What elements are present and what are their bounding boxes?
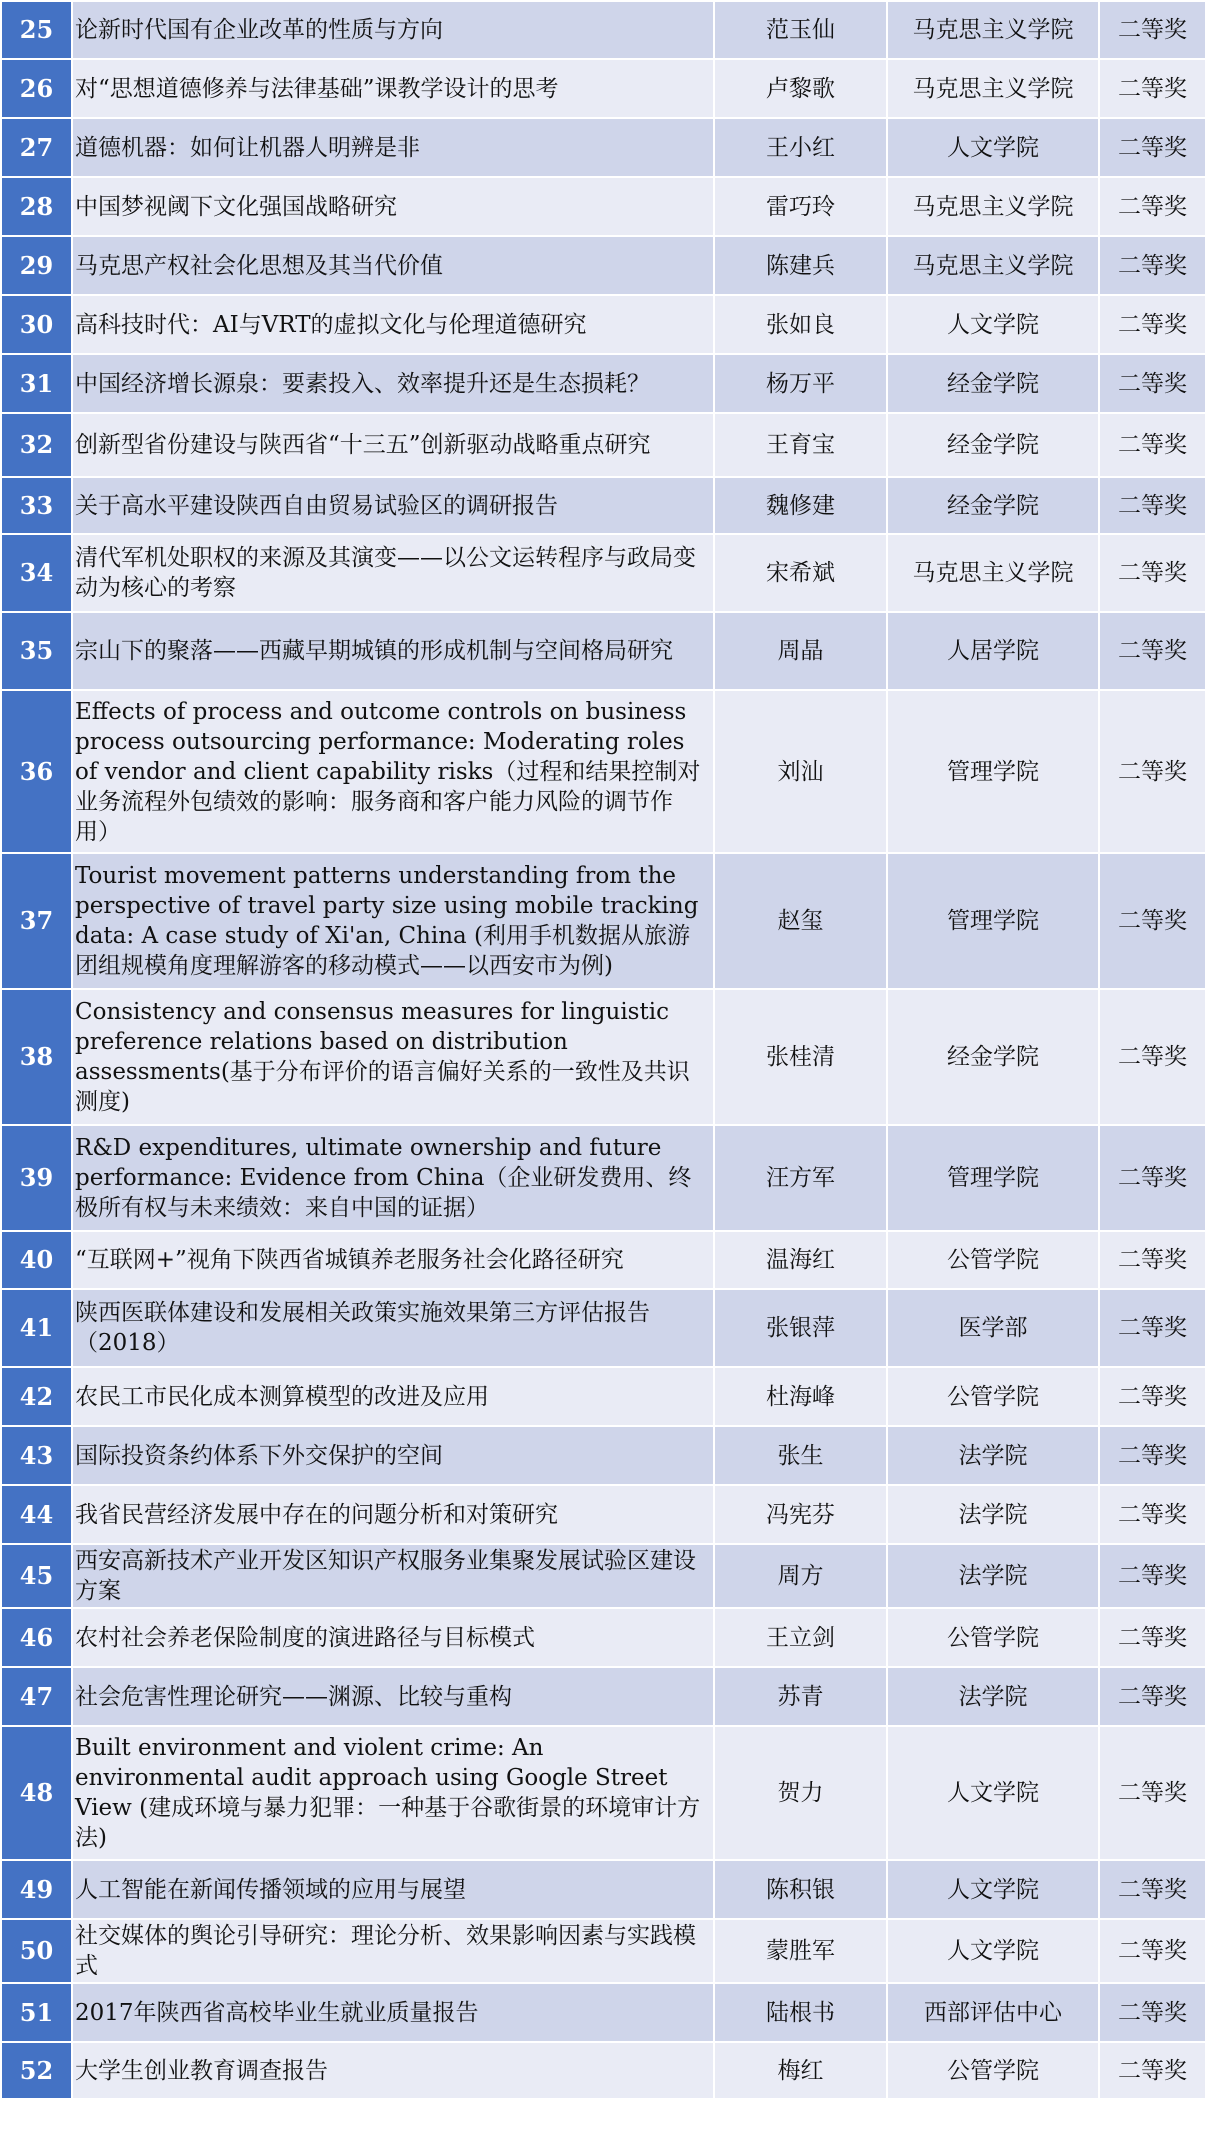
award-level: 二等奖 [1099, 690, 1205, 853]
department: 马克思主义学院 [887, 534, 1099, 612]
table-row [1, 177, 1205, 236]
row-number: 35 [1, 612, 72, 690]
row-number: 43 [1, 1426, 72, 1485]
paper-title: 2017年陕西省高校毕业生就业质量报告 [72, 1983, 714, 2042]
department: 经金学院 [887, 354, 1099, 413]
table-row [1, 477, 1205, 534]
paper-title: Built environment and violent crime: An environmental audit approach using Google Street View (建成环境与暴力犯罪：一种基于谷歌街景的环境审计方法) [72, 1726, 714, 1860]
table-row [1, 1667, 1205, 1726]
row-number: 38 [1, 989, 72, 1125]
author-name: 汪方军 [714, 1125, 887, 1231]
row-number: 25 [1, 1, 72, 59]
table-row [1, 1608, 1205, 1667]
award-level: 二等奖 [1099, 1983, 1205, 2042]
author-name: 魏修建 [714, 477, 887, 534]
author-name: 范玉仙 [714, 1, 887, 59]
department: 经金学院 [887, 989, 1099, 1125]
award-level: 二等奖 [1099, 1426, 1205, 1485]
award-level: 二等奖 [1099, 1860, 1205, 1919]
award-level: 二等奖 [1099, 118, 1205, 177]
award-level: 二等奖 [1099, 2042, 1205, 2099]
row-number: 40 [1, 1231, 72, 1289]
row-number: 32 [1, 413, 72, 477]
author-name: 温海红 [714, 1231, 887, 1289]
author-name: 刘汕 [714, 690, 887, 853]
paper-title: 人工智能在新闻传播领域的应用与展望 [72, 1860, 714, 1919]
row-number: 47 [1, 1667, 72, 1726]
department: 人文学院 [887, 1726, 1099, 1860]
row-number: 31 [1, 354, 72, 413]
department: 公管学院 [887, 2042, 1099, 2099]
author-name: 蒙胜军 [714, 1919, 887, 1983]
department: 管理学院 [887, 1125, 1099, 1231]
author-name: 贺力 [714, 1726, 887, 1860]
table-row [1, 1983, 1205, 2042]
department: 马克思主义学院 [887, 1, 1099, 59]
table-row [1, 534, 1205, 612]
department: 人文学院 [887, 1860, 1099, 1919]
department: 人居学院 [887, 612, 1099, 690]
author-name: 梅红 [714, 2042, 887, 2099]
table-row [1, 1367, 1205, 1426]
row-number: 48 [1, 1726, 72, 1860]
table-row [1, 295, 1205, 354]
paper-title: 农民工市民化成本测算模型的改进及应用 [72, 1367, 714, 1426]
table-row [1, 59, 1205, 118]
award-level: 二等奖 [1099, 612, 1205, 690]
row-number: 29 [1, 236, 72, 295]
award-level: 二等奖 [1099, 177, 1205, 236]
paper-title: 对“思想道德修养与法律基础”课教学设计的思考 [72, 59, 714, 118]
row-number: 49 [1, 1860, 72, 1919]
paper-title: 高科技时代：AI与VRT的虚拟文化与伦理道德研究 [72, 295, 714, 354]
paper-title: 清代军机处职权的来源及其演变——以公文运转程序与政局变动为核心的考察 [72, 534, 714, 612]
author-name: 王育宝 [714, 413, 887, 477]
table-row [1, 853, 1205, 989]
paper-title: Effects of process and outcome controls on business process outsourcing performance: Moderating roles of vendor and client capability risks（过程和结果控制对业务流程外包绩效的影响：服务商和客户能力风险的调节作用） [72, 690, 714, 853]
department: 经金学院 [887, 413, 1099, 477]
award-level: 二等奖 [1099, 413, 1205, 477]
table-row [1, 690, 1205, 853]
paper-title: 马克思产权社会化思想及其当代价值 [72, 236, 714, 295]
author-name: 赵玺 [714, 853, 887, 989]
paper-title: 社会危害性理论研究——渊源、比较与重构 [72, 1667, 714, 1726]
award-level: 二等奖 [1099, 1367, 1205, 1426]
award-level: 二等奖 [1099, 477, 1205, 534]
table-row [1, 1726, 1205, 1860]
author-name: 雷巧玲 [714, 177, 887, 236]
award-level: 二等奖 [1099, 59, 1205, 118]
author-name: 张生 [714, 1426, 887, 1485]
department: 管理学院 [887, 853, 1099, 989]
award-level: 二等奖 [1099, 1919, 1205, 1983]
author-name: 张如良 [714, 295, 887, 354]
author-name: 冯宪芬 [714, 1485, 887, 1544]
table-row [1, 1485, 1205, 1544]
department: 公管学院 [887, 1608, 1099, 1667]
paper-title: 我省民营经济发展中存在的问题分析和对策研究 [72, 1485, 714, 1544]
paper-title: 论新时代国有企业改革的性质与方向 [72, 1, 714, 59]
department: 西部评估中心 [887, 1983, 1099, 2042]
author-name: 张银萍 [714, 1289, 887, 1367]
department: 经金学院 [887, 477, 1099, 534]
table-row [1, 2042, 1205, 2099]
author-name: 杨万平 [714, 354, 887, 413]
paper-title: 陕西医联体建设和发展相关政策实施效果第三方评估报告（2018） [72, 1289, 714, 1367]
department: 管理学院 [887, 690, 1099, 853]
author-name: 杜海峰 [714, 1367, 887, 1426]
row-number: 51 [1, 1983, 72, 2042]
author-name: 陈积银 [714, 1860, 887, 1919]
paper-title: 中国经济增长源泉：要素投入、效率提升还是生态损耗？ [72, 354, 714, 413]
award-level: 二等奖 [1099, 1125, 1205, 1231]
paper-title: Consistency and consensus measures for linguistic preference relations based on distribution assessments(基于分布评价的语言偏好关系的一致性及共识测度) [72, 989, 714, 1125]
award-level: 二等奖 [1099, 1, 1205, 59]
award-level: 二等奖 [1099, 1608, 1205, 1667]
row-number: 37 [1, 853, 72, 989]
author-name: 王小红 [714, 118, 887, 177]
table-row [1, 1231, 1205, 1289]
row-number: 27 [1, 118, 72, 177]
author-name: 周晶 [714, 612, 887, 690]
award-level: 二等奖 [1099, 295, 1205, 354]
award-level: 二等奖 [1099, 853, 1205, 989]
table-row [1, 1544, 1205, 1608]
table-row [1, 118, 1205, 177]
row-number: 44 [1, 1485, 72, 1544]
award-level: 二等奖 [1099, 236, 1205, 295]
department: 法学院 [887, 1426, 1099, 1485]
paper-title: 宗山下的聚落——西藏早期城镇的形成机制与空间格局研究 [72, 612, 714, 690]
award-level: 二等奖 [1099, 1667, 1205, 1726]
row-number: 36 [1, 690, 72, 853]
table-row [1, 1919, 1205, 1983]
author-name: 宋希斌 [714, 534, 887, 612]
row-number: 50 [1, 1919, 72, 1983]
department: 法学院 [887, 1544, 1099, 1608]
row-number: 52 [1, 2042, 72, 2099]
table-row [1, 354, 1205, 413]
author-name: 王立剑 [714, 1608, 887, 1667]
row-number: 42 [1, 1367, 72, 1426]
table-row [1, 1289, 1205, 1367]
department: 公管学院 [887, 1231, 1099, 1289]
department: 马克思主义学院 [887, 177, 1099, 236]
paper-title: 国际投资条约体系下外交保护的空间 [72, 1426, 714, 1485]
department: 法学院 [887, 1667, 1099, 1726]
table-row [1, 1426, 1205, 1485]
author-name: 陆根书 [714, 1983, 887, 2042]
author-name: 周方 [714, 1544, 887, 1608]
row-number: 34 [1, 534, 72, 612]
department: 人文学院 [887, 118, 1099, 177]
paper-title: Tourist movement patterns understanding from the perspective of travel party size using mobile tracking data: A case study of Xi'an, China (利用手机数据从旅游团组规模角度理解游客的移动模式——以西安市为例) [72, 853, 714, 989]
award-level: 二等奖 [1099, 989, 1205, 1125]
author-name: 苏青 [714, 1667, 887, 1726]
paper-title: 大学生创业教育调查报告 [72, 2042, 714, 2099]
table-row [1, 1, 1205, 59]
paper-title: 西安高新技术产业开发区知识产权服务业集聚发展试验区建设方案 [72, 1544, 714, 1608]
table-row [1, 1860, 1205, 1919]
table-row [1, 413, 1205, 477]
row-number: 33 [1, 477, 72, 534]
paper-title: 道德机器：如何让机器人明辨是非 [72, 118, 714, 177]
award-level: 二等奖 [1099, 1289, 1205, 1367]
award-level: 二等奖 [1099, 354, 1205, 413]
author-name: 卢黎歌 [714, 59, 887, 118]
paper-title: 农村社会养老保险制度的演进路径与目标模式 [72, 1608, 714, 1667]
paper-title: “互联网+”视角下陕西省城镇养老服务社会化路径研究 [72, 1231, 714, 1289]
row-number: 41 [1, 1289, 72, 1367]
table-row [1, 236, 1205, 295]
paper-title: 创新型省份建设与陕西省“十三五”创新驱动战略重点研究 [72, 413, 714, 477]
department: 人文学院 [887, 1919, 1099, 1983]
award-level: 二等奖 [1099, 1726, 1205, 1860]
row-number: 26 [1, 59, 72, 118]
author-name: 张桂清 [714, 989, 887, 1125]
award-level: 二等奖 [1099, 1231, 1205, 1289]
author-name: 陈建兵 [714, 236, 887, 295]
table-row [1, 989, 1205, 1125]
table-row [1, 612, 1205, 690]
department: 公管学院 [887, 1367, 1099, 1426]
paper-title: 社交媒体的舆论引导研究：理论分析、效果影响因素与实践模式 [72, 1919, 714, 1983]
department: 医学部 [887, 1289, 1099, 1367]
paper-title: 中国梦视阈下文化强国战略研究 [72, 177, 714, 236]
awards-table-body [1, 1, 1205, 2099]
department: 法学院 [887, 1485, 1099, 1544]
row-number: 46 [1, 1608, 72, 1667]
paper-title: 关于高水平建设陕西自由贸易试验区的调研报告 [72, 477, 714, 534]
table-row [1, 1125, 1205, 1231]
row-number: 28 [1, 177, 72, 236]
row-number: 30 [1, 295, 72, 354]
department: 马克思主义学院 [887, 236, 1099, 295]
award-level: 二等奖 [1099, 1485, 1205, 1544]
row-number: 39 [1, 1125, 72, 1231]
department: 马克思主义学院 [887, 59, 1099, 118]
row-number: 45 [1, 1544, 72, 1608]
award-level: 二等奖 [1099, 534, 1205, 612]
award-level: 二等奖 [1099, 1544, 1205, 1608]
paper-title: R&D expenditures, ultimate ownership and future performance: Evidence from China（企业研发费用、终极所有权与未来绩效：来自中国的证据） [72, 1125, 714, 1231]
department: 人文学院 [887, 295, 1099, 354]
